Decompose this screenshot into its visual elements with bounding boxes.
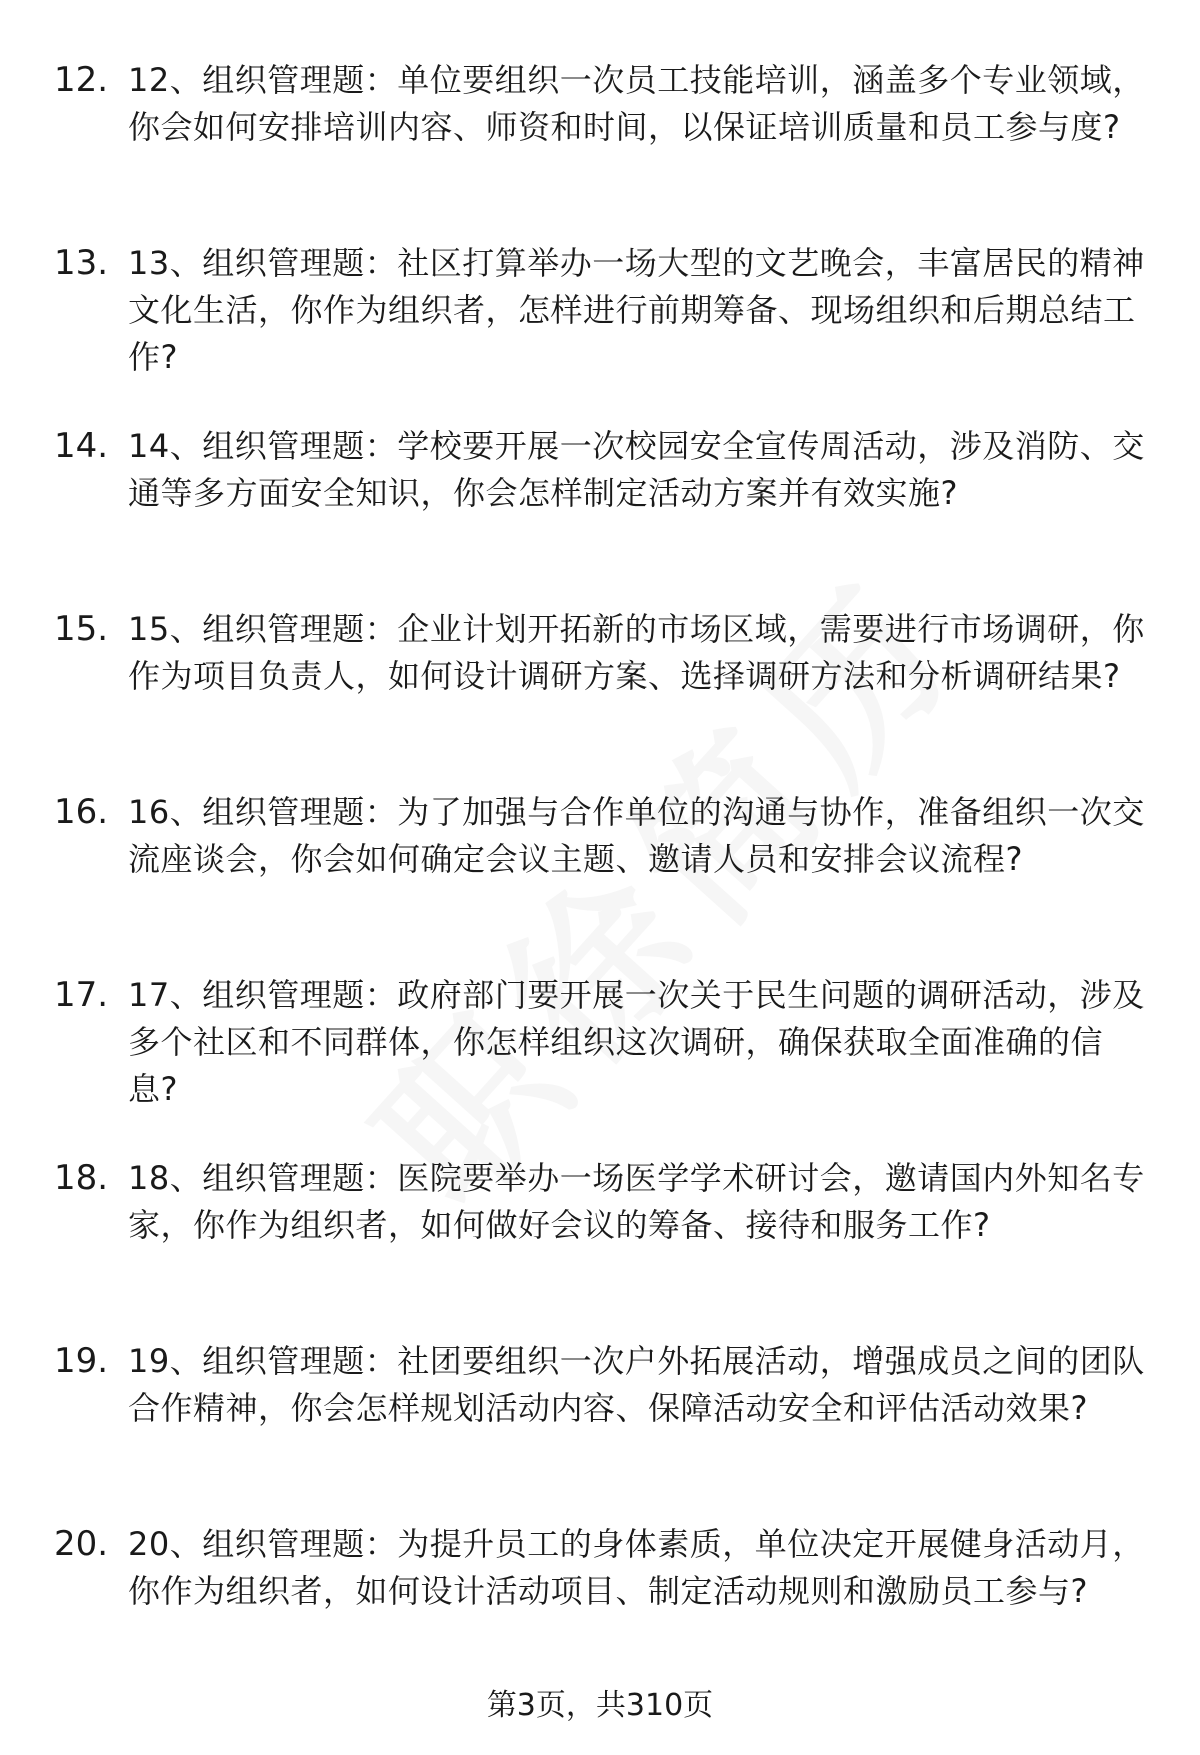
question-number: 20. — [54, 1524, 109, 1564]
question-list — [0, 57, 1200, 1704]
question-item — [0, 423, 1200, 606]
question-item — [0, 1521, 1200, 1704]
question-text: 20、组织管理题：为提升员工的身体素质，单位决定开展健身活动月，你作为组织者，如何设计活动项目、制定活动规则和激励员工参与? — [128, 1525, 1145, 1610]
question-text: 17、组织管理题：政府部门要开展一次关于民生问题的调研活动，涉及多个社区和不同群体，你怎样组织这次调研，确保获取全面准确的信息? — [128, 976, 1145, 1108]
question-item — [0, 1155, 1200, 1338]
question-item — [0, 606, 1200, 789]
page-number-footer: 第3页，共310页 — [486, 1688, 714, 1723]
question-number: 12. — [54, 60, 109, 100]
question-text: 13、组织管理题：社区打算举办一场大型的文艺晚会，丰富居民的精神文化生活，你作为组织者，怎样进行前期筹备、现场组织和后期总结工作? — [128, 244, 1145, 376]
question-text: 14、组织管理题：学校要开展一次校园安全宣传周活动，涉及消防、交通等多方面安全知识，你会怎样制定活动方案并有效实施? — [128, 427, 1145, 512]
question-text: 16、组织管理题：为了加强与合作单位的沟通与协作，准备组织一次交流座谈会，你会如何确定会议主题、邀请人员和安排会议流程? — [128, 793, 1145, 878]
question-item — [0, 1338, 1200, 1521]
question-text: 12、组织管理题：单位要组织一次员工技能培训，涵盖多个专业领域，你会如何安排培训内容、师资和时间，以保证培训质量和员工参与度? — [128, 61, 1145, 146]
question-text: 15、组织管理题：企业计划开拓新的市场区域，需要进行市场调研，你作为项目负责人，如何设计调研方案、选择调研方法和分析调研结果? — [128, 610, 1145, 695]
question-number: 13. — [54, 243, 109, 283]
question-text: 19、组织管理题：社团要组织一次户外拓展活动，增强成员之间的团队合作精神，你会怎样规划活动内容、保障活动安全和评估活动效果? — [128, 1342, 1145, 1427]
question-item — [0, 972, 1200, 1155]
question-number: 19. — [54, 1341, 109, 1381]
question-number: 17. — [54, 975, 109, 1015]
question-item — [0, 240, 1200, 423]
question-number: 15. — [54, 609, 109, 649]
question-text: 18、组织管理题：医院要举办一场医学学术研讨会，邀请国内外知名专家，你作为组织者，如何做好会议的筹备、接待和服务工作? — [128, 1159, 1145, 1244]
question-number: 14. — [54, 426, 109, 466]
question-number: 16. — [54, 792, 109, 832]
question-number: 18. — [54, 1158, 109, 1198]
question-item — [0, 57, 1200, 240]
question-item — [0, 789, 1200, 972]
